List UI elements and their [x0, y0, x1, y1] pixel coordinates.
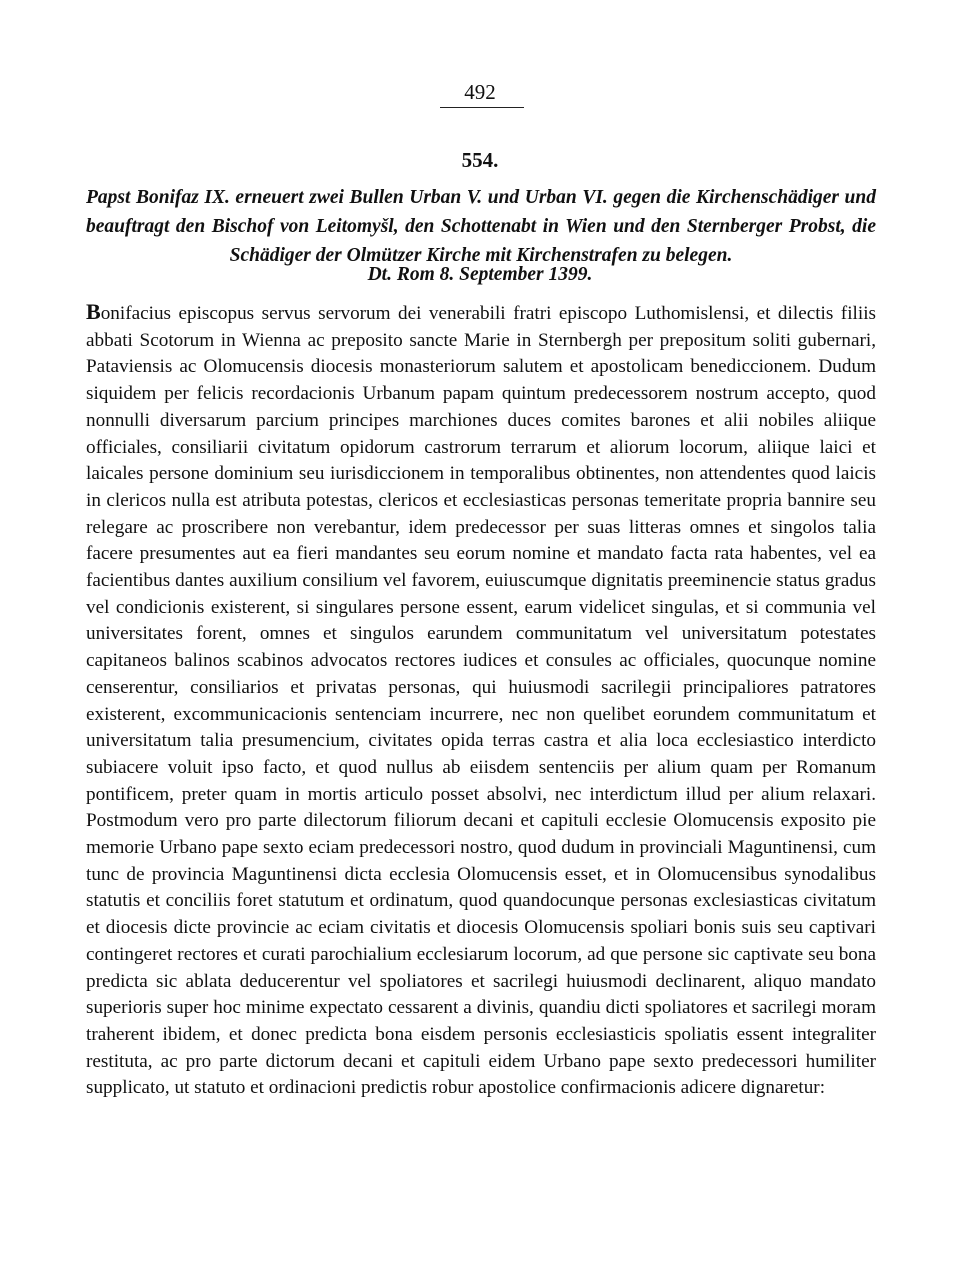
document-dating: Dt. Rom 8. September 1399.: [367, 264, 593, 285]
initial-letter: B: [86, 299, 101, 324]
regest-summary: Papst Bonifaz IX. erneuert zwei Bullen Urban V. und Urban VI. gegen die Kirchenschädiger und beauftragt den Bischof von Leitomyšl, den Schottenabt in Wien und den Sternberger Probst, die Schädiger der Olmützer Kirche mit Kirchenstrafen zu belegen.: [86, 187, 876, 266]
body-paragraph: [86, 299, 876, 1102]
page-number-rule: [440, 107, 524, 108]
page-number: 492: [464, 80, 496, 104]
body-text: onifacius episcopus servus servorum dei venerabili fratri episcopo Luthomislensi, et dilectis filiis abbati Scotorum in Wienna ac preposito sancte Marie in Sternbergh per prepositum soliti gubernari, Pataviensis ac Olomucensis diocesis monasteriorum salutem et apostolicam benediccionem. Dudum siquidem per felicis recordacionis Urbanum papam quintum predecessorem nostrum accepto, quod nonnulli diversarum parcium principes marchiones duces comites barones et alii nobiles aliique officiales, consiliarii civitatum opidorum castrorum terrarum et aliorum locorum, aliique laici et laicales persone dominium seu iurisdiccionem in temporalibus obtinentes, non attendentes quod laicis in clericos nulla est atributa potestas, clericos et ecclesiasticas personas temeritate propria bannire seu relegare ac proscribere non verebantur, idem predecessor per suas litteras omnes et singolos talia facere presumentes aut ea fieri mandantes seu eorum nomine et mandato facta rata habentes, vel ea facientibus dantes auxilium consilium vel favorem, euiuscumque dignitatis preeminencie status gradus vel condicionis existerent, si singulares persone essent, earum videlicet singulas, et si communia vel universitates forent, omnes et singulos earundem communitatum vel universitatum potestates capitaneos balinos scabinos advocatos rectores iudices et consules ac officiales, quocunque nomine censerentur, consiliarios et privatas personas, qui huiusmodi sacrilegii principaliores patratores existerent, excommunicacionis sentenciam incurrere, nec non quelibet eorundem communitatum et universitatum talia presumencium, civitates opida terras castra et alia loca ecclesiastico interdicto subiacere voluit ipso facto, et quod nullus ab eiisdem sentenciis per alium quam per Romanum pontificem, preter quam in mortis articulo posset absolvi, nec interdictum illud per alium relaxari. Postmodum vero pro parte dilectorum filiorum decani et capituli ecclesie Olomucensis exposito pie memorie Urbano pape sexto eciam predecessori nostro, quod dudum in provinciali Maguntinensi, cum tunc de provincia Maguntinensi dicta ecclesia Olomucensis esset, et in Olomucensibus synodalibus statutis et conciliis foret statutum et ordinatum, quod quandocunque personas exclesiasticas civitatum et diocesis dicte provincie ac eciam civitatis et diocesis Olomucensis spoliari bonis suis seu captivari contingeret rectores et curati parochialium ecclesiarum locorum, ad que persone sic captivate seu bona predicta sic ablata deducerentur vel spoliatores et sacrilegi huiusmodi declinarent, aliquo mandato superioris super hoc minime expectato cessarent a divinis, quandiu dicti spoliatores et sacrilegi moram traherent ibidem, et donec predicta bona eisdem personis ecclesiasticis spoliatis essent integraliter restituta, ac pro parte dictorum decani et capituli eidem Urbano pape sexto predecessori humiliter supplicato, ut statuto et ordinacioni predictis robur apostolice confirmacionis adicere dignaretur:: [86, 303, 876, 1099]
document-number: 554.: [461, 148, 499, 172]
document-body: [86, 299, 876, 1102]
